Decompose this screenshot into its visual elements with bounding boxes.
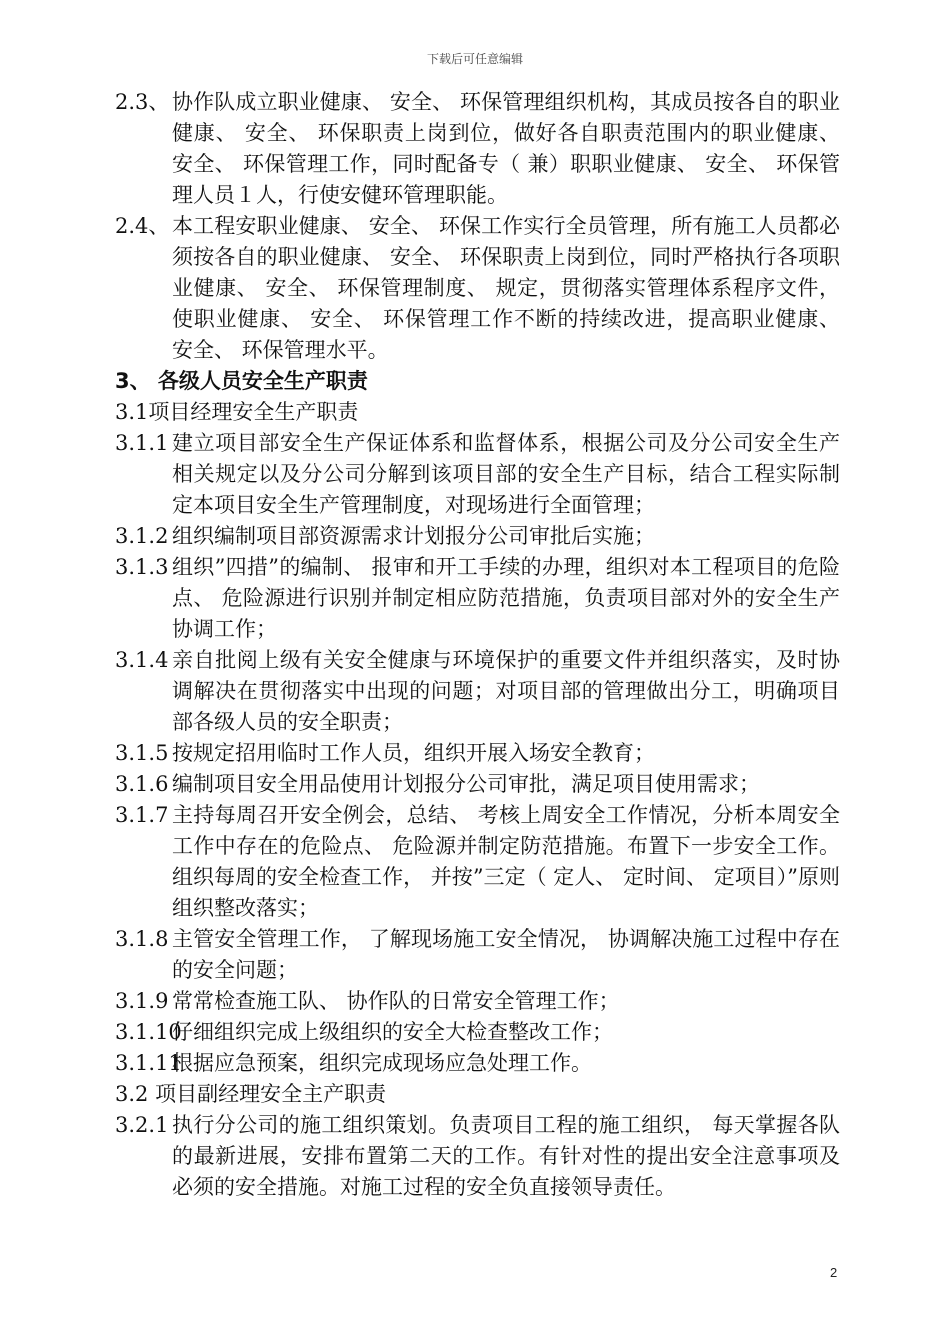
- subsection-title-3-1: 3.1项目经理安全生产职责: [115, 400, 359, 424]
- clause-3-1-7: [115, 800, 840, 924]
- clause-number: 3.2.1: [115, 1113, 169, 1137]
- clause-text: 编制项目安全用品使用计划报分公司审批，满足项目使用需求；: [172, 772, 760, 796]
- section-heading-3: 3、 各级人员安全生产职责: [115, 369, 368, 393]
- clause-number: 3.1.5: [115, 741, 169, 765]
- clause-3-2-1: [115, 1110, 840, 1203]
- clause-3-1-3: [115, 552, 840, 645]
- page-header: 下载后可任意编辑: [426, 52, 523, 66]
- clause-number: 3.1.11: [115, 1051, 182, 1075]
- clause-text: 按规定招用临时工作人员，组织开展入场安全教育；: [172, 741, 655, 765]
- clause-3-1-10: [115, 1017, 840, 1048]
- clause-3-1-8: [115, 924, 840, 986]
- clause-3-1-9: [115, 986, 840, 1017]
- clause-number: 3.1.10: [115, 1020, 182, 1044]
- clause-text: 主管安全管理工作， 了解现场施工安全情况， 协调解决施工过程中存在的安全问题；: [172, 927, 840, 982]
- clause-3-1-11: [115, 1048, 840, 1079]
- clause-3-1-5: [115, 738, 840, 769]
- clause-text: 仔细组织完成上级组织的安全大检查整改工作；: [172, 1020, 613, 1044]
- clause-text: 本工程安职业健康、 安全、 环保工作实行全员管理，所有施工人员都必须按各自的职业健康、 安全、 环保职责上岗到位，同时严格执行各项职业健康、 安全、 环保管理制度、 规定，贯彻落实管理体系程序文件，使职业健康、 安全、 环保管理工作不断的持续改进，提高职业健康、 安全、 环保管理水平。: [172, 214, 840, 362]
- clause-2-4: [115, 211, 840, 366]
- subsection-title-3-2: 3.2 项目副经理安全主产职责: [115, 1082, 387, 1106]
- clause-number: 3.1.2: [115, 524, 169, 548]
- clause-number: 3.1.4: [115, 648, 169, 672]
- clause-text: 组织”四措”的编制、 报审和开工手续的办理，组织对本工程项目的危险点、 危险源进行识别并制定相应防范措施，负责项目部对外的安全生产协调工作；: [172, 555, 840, 641]
- clause-number: 2.4、: [115, 214, 170, 238]
- clause-number: 3.1.7: [115, 803, 169, 827]
- clause-number: 3.1.3: [115, 555, 169, 579]
- clause-2-3: [115, 87, 840, 211]
- clause-3-1-6: [115, 769, 840, 800]
- clause-number: 3.1.1: [115, 431, 169, 455]
- document-body: [115, 87, 840, 1203]
- clause-text: 主持每周召开安全例会，总结、 考核上周安全工作情况，分析本周安全工作中存在的危险点、 危险源并制定防范措施。布置下一步安全工作。组织每周的安全检查工作， 并按”三定（ 定人、 定时间、 定项目）”原则组织整改落实；: [172, 803, 840, 920]
- clause-text: 根据应急预案，组织完成现场应急处理工作。: [172, 1051, 592, 1075]
- clause-text: 组织编制项目部资源需求计划报分公司审批后实施；: [172, 524, 655, 548]
- clause-text: 亲自批阅上级有关安全健康与环境保护的重要文件并组织落实，及时协调解决在贯彻落实中出现的问题；对项目部的管理做出分工，明确项目部各级人员的安全职责；: [172, 648, 840, 734]
- clause-number: 3.1.6: [115, 772, 169, 796]
- clause-text: 建立项目部安全生产保证体系和监督体系，根据公司及分公司安全生产相关规定以及分公司分解到该项目部的安全生产目标，结合工程实际制定本项目安全生产管理制度，对现场进行全面管理；: [172, 431, 840, 517]
- clause-text: 协作队成立职业健康、 安全、 环保管理组织机构，其成员按各自的职业健康、 安全、 环保职责上岗到位，做好各自职责范围内的职业健康、 安全、 环保管理工作，同时配备专（ 兼）职职业健康、 安全、 环保管理人员１人，行使安健环管理职能。: [172, 90, 840, 207]
- page-number: 2: [830, 1265, 838, 1280]
- clause-3-1-4: [115, 645, 840, 738]
- clause-text: 执行分公司的施工组织策划。负责项目工程的施工组织， 每天掌握各队的最新进展，安排布置第二天的工作。有针对性的提出安全注意事项及必须的安全措施。对施工过程的安全负直接领导责任。: [172, 1113, 840, 1199]
- clause-3-1-2: [115, 521, 840, 552]
- clause-3-1-1: [115, 428, 840, 521]
- clause-number: 3.1.8: [115, 927, 169, 951]
- clause-number: 2.3、: [115, 90, 170, 114]
- clause-number: 3.1.9: [115, 989, 169, 1013]
- clause-text: 常常检查施工队、 协作队的日常安全管理工作；: [172, 989, 620, 1013]
